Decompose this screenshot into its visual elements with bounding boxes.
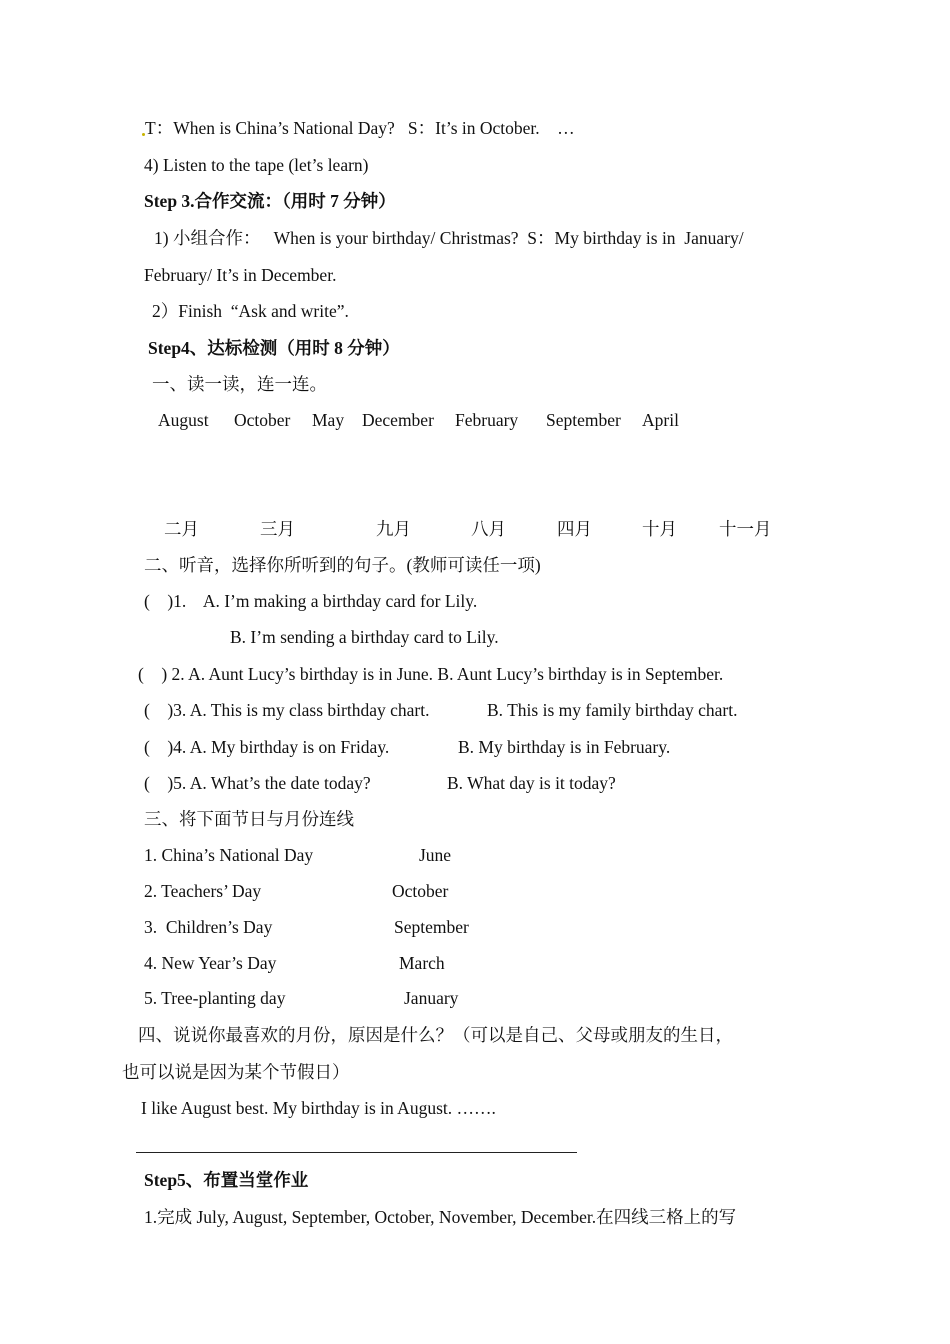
- chinese-month: 八月: [471, 519, 506, 539]
- part3-title: 三、将下面节日与月份连线: [144, 809, 354, 829]
- question-5a: ( )5. A. What’s the date today?: [144, 773, 371, 793]
- english-month: April: [642, 410, 679, 430]
- holiday-item: 2. Teachers’ Day: [144, 881, 262, 901]
- question-1a: ( )1. A. I’m making a birthday card for Lily.: [144, 591, 478, 611]
- part2-title: 二、听音，选择你所听到的句子。(教师可读任一项): [144, 555, 541, 575]
- holiday-item: 5. Tree-planting day: [144, 988, 286, 1008]
- holiday-month: January: [404, 988, 459, 1008]
- holiday-item: 1. China’s National Day: [144, 845, 314, 865]
- chinese-month: 三月: [260, 519, 295, 539]
- english-month: October: [234, 410, 291, 430]
- english-month: May: [312, 410, 345, 430]
- part1-title: 一、读一读，连一连。: [152, 374, 327, 394]
- question-4b: B. My birthday is in February.: [458, 737, 671, 757]
- step3-item1-line1: 1) 小组合作： When is your birthday/ Christmas? S：My birthday is in January/: [154, 228, 744, 248]
- chinese-month: 四月: [557, 519, 592, 539]
- question-2: ( ) 2. A. Aunt Lucy’s birthday is in June. B. Aunt Lucy’s birthday is in September.: [138, 664, 724, 684]
- question-4a: ( )4. A. My birthday is on Friday.: [144, 737, 390, 757]
- question-5b: B. What day is it today?: [447, 773, 616, 793]
- english-month: December: [362, 410, 434, 430]
- holiday-month: June: [419, 845, 452, 865]
- holiday-item: 4. New Year’s Day: [144, 953, 277, 973]
- step4-heading: Step4、达标检测（用时 8 分钟）: [148, 338, 400, 358]
- part4-example: I like August best. My birthday is in August. …….: [141, 1098, 496, 1118]
- chinese-month: 九月: [376, 519, 411, 539]
- part4-title-line2: 也可以说是因为某个节假日）: [122, 1062, 350, 1082]
- question-3a: ( )3. A. This is my class birthday chart.: [144, 700, 430, 720]
- english-month: February: [455, 410, 519, 430]
- holiday-month: September: [394, 917, 469, 937]
- step5-heading: Step5、布置当堂作业: [144, 1170, 309, 1190]
- dialogue-line: T：When is China’s National Day? S：It’s in October. …: [142, 117, 575, 139]
- holiday-month: October: [392, 881, 449, 901]
- chinese-month: 二月: [164, 519, 199, 539]
- question-1b: B. I’m sending a birthday card to Lily.: [230, 627, 499, 647]
- english-month: September: [546, 410, 621, 430]
- holiday-item: 3. Children’s Day: [144, 917, 273, 937]
- chinese-month: 十月: [642, 519, 677, 539]
- question-3b: B. This is my family birthday chart.: [487, 700, 738, 720]
- answer-line: [136, 1152, 577, 1153]
- english-month: August: [158, 410, 209, 430]
- chinese-month: 十一月: [719, 519, 772, 539]
- step3-item2: 2）Finish “Ask and write”.: [152, 301, 349, 321]
- listen-line: 4) Listen to the tape (let’s learn): [144, 155, 369, 175]
- holiday-month: March: [399, 953, 445, 973]
- step3-item1-line2: February/ It’s in December.: [144, 265, 337, 285]
- step5-item1: 1.完成 July, August, September, October, November, December.在四线三格上的写: [144, 1207, 737, 1227]
- step3-heading: Step 3.合作交流：（用时 7 分钟）: [144, 191, 396, 211]
- part4-title-line1: 四、说说你最喜欢的月份，原因是什么？（可以是自己、父母或朋友的生日，: [138, 1025, 733, 1045]
